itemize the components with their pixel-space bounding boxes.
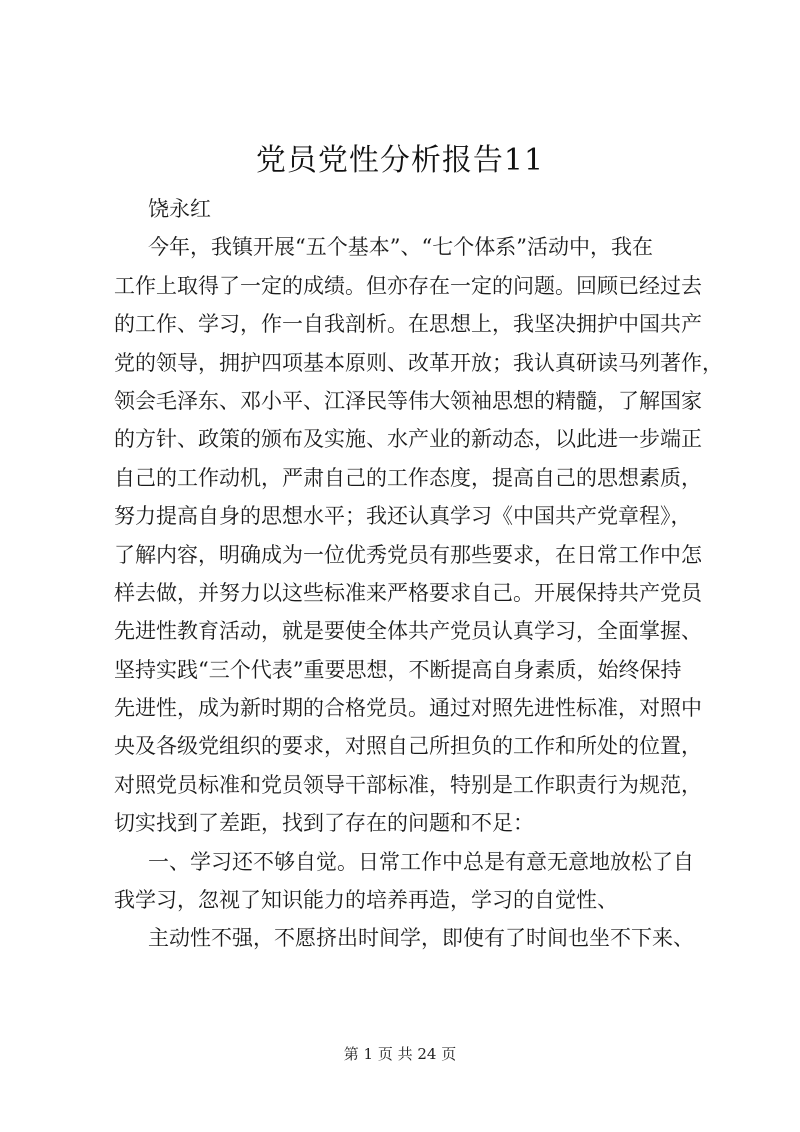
- text-line: 坚持实践“三个代表”重要思想，不断提高自身素质，始终保持: [114, 657, 682, 682]
- text-line: 工作上取得了一定的成绩。但亦存在一定的问题。回顾已经过去: [114, 273, 702, 298]
- text-line: 党的领导，拥护四项基本原则、改革开放；我认真研读马列著作，: [114, 350, 723, 375]
- text-line: 样去做，并努力以这些标准来严格要求自己。开展保持共产党员: [114, 580, 702, 605]
- text-line: 对照党员标准和党员领导干部标准，特别是工作职责行为规范，: [114, 772, 702, 797]
- text-line: 的工作、学习，作一自我剖析。在思想上，我坚决拥护中国共产: [114, 312, 702, 337]
- text-line: 今年，我镇开展“五个基本”、“七个体系”活动中，我在: [148, 235, 653, 260]
- page-footer: 第 1 页 共 24 页: [343, 1045, 457, 1063]
- text-line: 的方针、政策的颁布及实施、水产业的新动态，以此进一步端正: [114, 427, 702, 452]
- text-line: 自己的工作动机，严肃自己的工作态度，提高自己的思想素质，: [114, 465, 702, 490]
- author-line: 饶永红: [148, 197, 211, 221]
- text-line: 领会毛泽东、邓小平、江泽民等伟大领袖思想的精髓，了解国家: [114, 388, 702, 413]
- document-body: [114, 190, 723, 958]
- text-line: 主动性不强，不愿挤出时间学，即使有了时间也坐不下来、: [148, 926, 694, 951]
- text-line: 切实找到了差距，找到了存在的问题和不足：: [114, 811, 534, 836]
- text-line: 努力提高自身的思想水平；我还认真学习《中国共产党章程》，: [114, 504, 692, 529]
- text-line: 先进性教育活动，就是要使全体共产党员认真学习，全面掌握、: [114, 619, 702, 644]
- document-title: 党员党性分析报告11: [255, 143, 545, 178]
- text-line: 央及各级党组织的要求，对照自己所担负的工作和所处的位置，: [114, 734, 702, 759]
- text-line: 了解内容，明确成为一位优秀党员有那些要求，在日常工作中怎: [114, 542, 702, 567]
- text-line: 一、学习还不够自觉。日常工作中总是有意无意地放松了自: [148, 849, 694, 874]
- text-line: 我学习，忽视了知识能力的培养再造，学习的自觉性、: [114, 888, 618, 913]
- text-line: 先进性，成为新时期的合格党员。通过对照先进性标准，对照中: [114, 696, 702, 721]
